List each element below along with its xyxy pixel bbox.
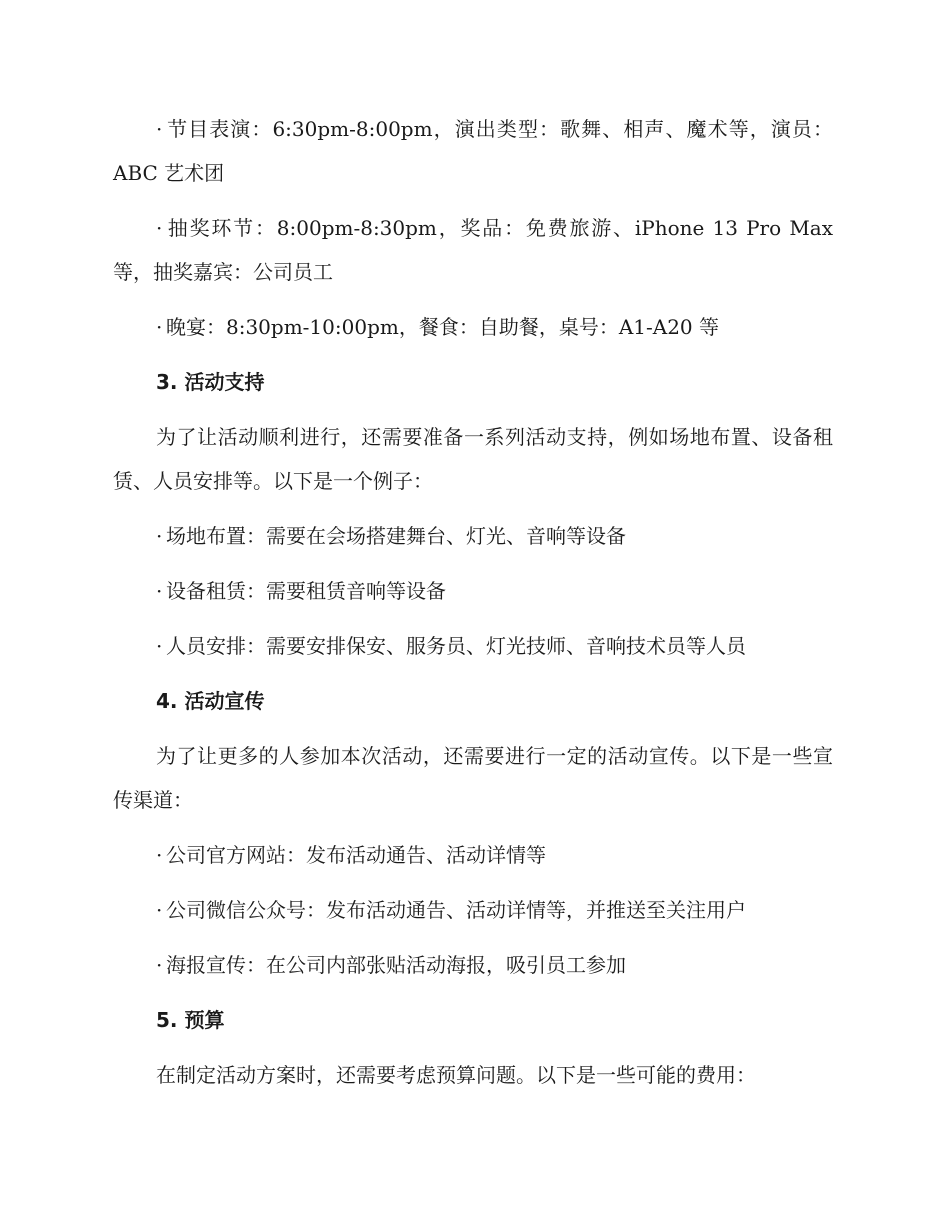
- bullet-icon: ·: [156, 315, 163, 339]
- section-heading-promotion: 4. 活动宣传: [156, 689, 265, 713]
- bullet-icon: ·: [156, 524, 163, 548]
- bullet-text: 晚宴：8:30pm-10:00pm，餐食：自助餐，桌号：A1-A20 等: [166, 315, 720, 339]
- bullet-staffing: [113, 624, 833, 668]
- bullet-official-website: [113, 833, 833, 877]
- paragraph-budget: 在制定活动方案时，还需要考虑预算问题。以下是一些可能的费用：: [156, 1063, 756, 1087]
- document-page: [113, 107, 833, 1108]
- bullet-icon: ·: [156, 898, 163, 922]
- bullet-program-performance: [113, 107, 833, 195]
- bullet-text: 设备租赁：需要租赁音响等设备: [166, 579, 446, 603]
- bullet-text: 公司微信公众号：发布活动通告、活动详情等，并推送至关注用户: [166, 898, 746, 922]
- bullet-text: 人员安排：需要安排保安、服务员、灯光技师、音响技术员等人员: [166, 634, 746, 658]
- bullet-icon: ·: [156, 579, 163, 603]
- section-heading-budget: 5. 预算: [156, 1008, 225, 1032]
- paragraph-activity-support: 为了让活动顺利进行，还需要准备一系列活动支持，例如场地布置、设备租赁、人员安排等。以下是一个例子：: [113, 425, 833, 493]
- bullet-venue-setup: [113, 514, 833, 558]
- bullet-icon: ·: [156, 634, 163, 658]
- paragraph-promotion: 为了让更多的人参加本次活动，还需要进行一定的活动宣传。以下是一些宣传渠道：: [113, 744, 833, 812]
- section-heading-activity-support: 3. 活动支持: [156, 370, 265, 394]
- bullet-poster: [113, 943, 833, 987]
- bullet-icon: ·: [156, 843, 163, 867]
- bullet-icon: ·: [156, 216, 163, 240]
- bullet-text: 场地布置：需要在会场搭建舞台、灯光、音响等设备: [166, 524, 626, 548]
- bullet-equipment-rental: [113, 569, 833, 613]
- bullet-icon: ·: [156, 953, 163, 977]
- bullet-text: 公司官方网站：发布活动通告、活动详情等: [166, 843, 546, 867]
- bullet-banquet: [113, 305, 833, 349]
- bullet-text: 抽奖环节：8:00pm-8:30pm，奖品：免费旅游、iPhone 13 Pro Max 等，抽奖嘉宾：公司员工: [113, 216, 833, 284]
- bullet-text: 海报宣传：在公司内部张贴活动海报，吸引员工参加: [166, 953, 626, 977]
- bullet-text: 节目表演：6:30pm-8:00pm，演出类型：歌舞、相声、魔术等，演员：ABC 艺术团: [113, 117, 833, 185]
- bullet-wechat-account: [113, 888, 833, 932]
- bullet-lottery: [113, 206, 833, 294]
- bullet-icon: ·: [156, 117, 163, 141]
